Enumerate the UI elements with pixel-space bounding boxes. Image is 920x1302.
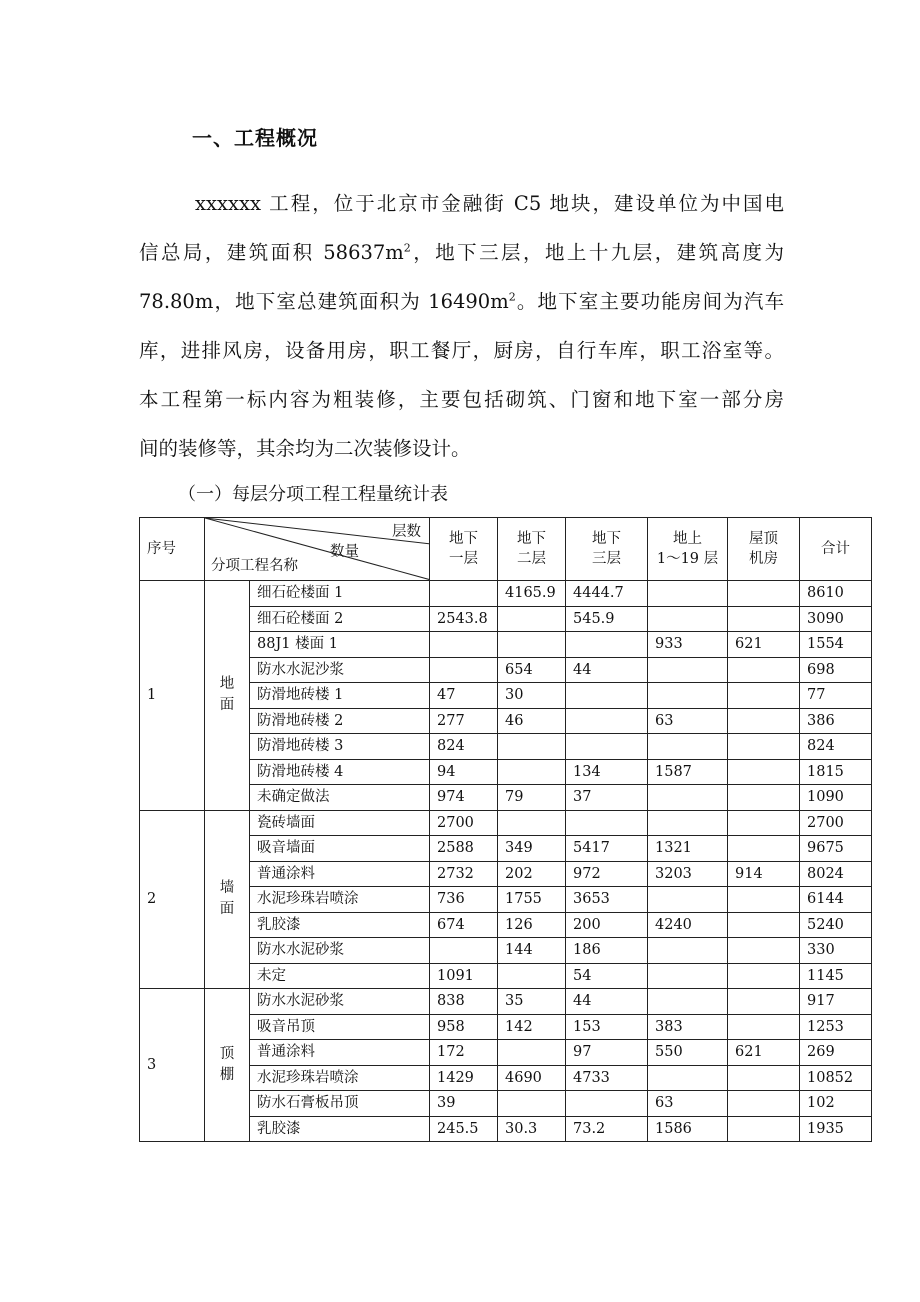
column-header: 屋顶 机房 xyxy=(728,518,800,581)
table-row xyxy=(140,989,872,1015)
header-seq: 序号 xyxy=(140,518,205,581)
quantity-cell: 958 xyxy=(430,1014,498,1040)
column-header: 地下 二层 xyxy=(498,518,566,581)
header-floor-label: 层数 xyxy=(392,524,421,540)
quantity-cell: 10852 xyxy=(800,1065,872,1091)
quantity-cell xyxy=(430,581,498,607)
quantity-table xyxy=(139,517,872,1142)
quantity-cell: 2732 xyxy=(430,861,498,887)
quantity-cell xyxy=(728,759,800,785)
quantity-cell xyxy=(498,734,566,760)
group-category: 墙 面 xyxy=(205,810,250,989)
quantity-cell: 1091 xyxy=(430,963,498,989)
quantity-cell: 144 xyxy=(498,938,566,964)
quantity-cell: 3090 xyxy=(800,606,872,632)
quantity-cell: 914 xyxy=(728,861,800,887)
quantity-cell: 386 xyxy=(800,708,872,734)
quantity-cell xyxy=(728,989,800,1015)
column-header: 地上 1～19 层 xyxy=(648,518,728,581)
quantity-cell: 37 xyxy=(566,785,648,811)
quantity-cell: 202 xyxy=(498,861,566,887)
paragraph-text: 信总局，建筑面积 58637m xyxy=(139,241,404,264)
table-header-row xyxy=(140,518,872,581)
quantity-cell: 1253 xyxy=(800,1014,872,1040)
quantity-cell: 63 xyxy=(648,708,728,734)
quantity-cell xyxy=(430,938,498,964)
quantity-cell xyxy=(430,657,498,683)
group-seq: 1 xyxy=(140,581,205,811)
quantity-cell: 1755 xyxy=(498,887,566,913)
item-name-cell: 防水水泥砂浆 xyxy=(250,989,430,1015)
quantity-cell xyxy=(498,1040,566,1066)
quantity-cell xyxy=(728,836,800,862)
quantity-cell: 8024 xyxy=(800,861,872,887)
quantity-cell: 79 xyxy=(498,785,566,811)
quantity-cell: 8610 xyxy=(800,581,872,607)
quantity-cell: 933 xyxy=(648,632,728,658)
quantity-cell: 1321 xyxy=(648,836,728,862)
quantity-cell xyxy=(728,810,800,836)
quantity-cell: 63 xyxy=(648,1091,728,1117)
table-row xyxy=(140,657,872,683)
item-name-cell: 乳胶漆 xyxy=(250,912,430,938)
quantity-cell: 54 xyxy=(566,963,648,989)
group-seq: 2 xyxy=(140,810,205,989)
table-row xyxy=(140,581,872,607)
quantity-cell xyxy=(648,963,728,989)
quantity-cell xyxy=(566,734,648,760)
quantity-cell xyxy=(498,1091,566,1117)
quantity-cell: 1554 xyxy=(800,632,872,658)
quantity-cell xyxy=(648,938,728,964)
quantity-cell: 1429 xyxy=(430,1065,498,1091)
item-name-cell: 未确定做法 xyxy=(250,785,430,811)
table-row xyxy=(140,861,872,887)
quantity-cell: 134 xyxy=(566,759,648,785)
quantity-cell xyxy=(728,683,800,709)
quantity-cell: 30 xyxy=(498,683,566,709)
quantity-cell: 142 xyxy=(498,1014,566,1040)
table-row xyxy=(140,759,872,785)
quantity-cell: 97 xyxy=(566,1040,648,1066)
quantity-cell: 153 xyxy=(566,1014,648,1040)
superscript: 2 xyxy=(508,290,516,304)
quantity-cell xyxy=(648,657,728,683)
table-row xyxy=(140,963,872,989)
quantity-cell xyxy=(566,683,648,709)
quantity-cell: 44 xyxy=(566,989,648,1015)
item-name-cell: 防水水泥沙浆 xyxy=(250,657,430,683)
quantity-cell xyxy=(728,1065,800,1091)
quantity-cell: 3203 xyxy=(648,861,728,887)
item-name-cell: 瓷砖墙面 xyxy=(250,810,430,836)
paragraph-line xyxy=(139,235,784,284)
quantity-cell xyxy=(648,810,728,836)
quantity-cell: 77 xyxy=(800,683,872,709)
item-name-cell: 防滑地砖楼 4 xyxy=(250,759,430,785)
table-row xyxy=(140,1091,872,1117)
quantity-cell xyxy=(498,810,566,836)
quantity-cell: 1090 xyxy=(800,785,872,811)
quantity-cell xyxy=(430,632,498,658)
quantity-cell xyxy=(728,606,800,632)
quantity-cell xyxy=(648,734,728,760)
quantity-cell: 39 xyxy=(430,1091,498,1117)
group-category: 顶 棚 xyxy=(205,989,250,1142)
quantity-cell: 6144 xyxy=(800,887,872,913)
quantity-cell: 545.9 xyxy=(566,606,648,632)
item-name-cell: 细石砼楼面 2 xyxy=(250,606,430,632)
item-name-cell: 细石砼楼面 1 xyxy=(250,581,430,607)
table-row xyxy=(140,912,872,938)
item-name-cell: 未定 xyxy=(250,963,430,989)
quantity-cell xyxy=(498,759,566,785)
group-seq: 3 xyxy=(140,989,205,1142)
quantity-cell: 5417 xyxy=(566,836,648,862)
quantity-cell: 47 xyxy=(430,683,498,709)
quantity-cell xyxy=(566,1091,648,1117)
table-row xyxy=(140,683,872,709)
quantity-cell xyxy=(728,657,800,683)
quantity-cell xyxy=(728,785,800,811)
quantity-cell: 2700 xyxy=(800,810,872,836)
item-name-cell: 防滑地砖楼 2 xyxy=(250,708,430,734)
quantity-cell xyxy=(728,938,800,964)
paragraph-text: 78.80m，地下室总建筑面积为 16490m xyxy=(139,290,509,313)
paragraph-line: xxxxxx 工程，位于北京市金融街 C5 地块，建设单位为中国电 xyxy=(195,192,784,215)
group-category: 地 面 xyxy=(205,581,250,811)
quantity-cell: 1815 xyxy=(800,759,872,785)
quantity-cell xyxy=(498,606,566,632)
quantity-cell: 974 xyxy=(430,785,498,811)
table-row xyxy=(140,632,872,658)
diagonal-header xyxy=(205,518,430,581)
quantity-cell xyxy=(498,632,566,658)
column-header: 地下 三层 xyxy=(566,518,648,581)
quantity-cell: 186 xyxy=(566,938,648,964)
quantity-cell xyxy=(648,989,728,1015)
quantity-cell: 838 xyxy=(430,989,498,1015)
table-row xyxy=(140,785,872,811)
item-name-cell: 防水水泥砂浆 xyxy=(250,938,430,964)
item-name-cell: 普通涂料 xyxy=(250,1040,430,1066)
quantity-cell: 35 xyxy=(498,989,566,1015)
quantity-cell xyxy=(728,734,800,760)
quantity-cell: 2543.8 xyxy=(430,606,498,632)
quantity-cell: 4690 xyxy=(498,1065,566,1091)
quantity-cell: 621 xyxy=(728,632,800,658)
quantity-cell: 736 xyxy=(430,887,498,913)
quantity-cell: 126 xyxy=(498,912,566,938)
item-name-cell: 防滑地砖楼 1 xyxy=(250,683,430,709)
table-row xyxy=(140,1014,872,1040)
quantity-cell: 172 xyxy=(430,1040,498,1066)
quantity-cell xyxy=(648,683,728,709)
quantity-cell xyxy=(648,1065,728,1091)
quantity-cell: 102 xyxy=(800,1091,872,1117)
table-row xyxy=(140,836,872,862)
item-name-cell: 88J1 楼面 1 xyxy=(250,632,430,658)
quantity-cell xyxy=(648,887,728,913)
quantity-cell: 200 xyxy=(566,912,648,938)
table-row xyxy=(140,887,872,913)
quantity-cell xyxy=(728,912,800,938)
quantity-cell xyxy=(566,632,648,658)
item-name-cell: 乳胶漆 xyxy=(250,1116,430,1142)
quantity-cell: 94 xyxy=(430,759,498,785)
column-header: 地下 一层 xyxy=(430,518,498,581)
quantity-cell: 621 xyxy=(728,1040,800,1066)
quantity-cell xyxy=(728,1091,800,1117)
quantity-cell: 698 xyxy=(800,657,872,683)
quantity-cell xyxy=(566,810,648,836)
quantity-cell xyxy=(498,963,566,989)
paragraph-line xyxy=(139,284,784,333)
quantity-cell: 654 xyxy=(498,657,566,683)
quantity-cell: 4240 xyxy=(648,912,728,938)
quantity-cell: 9675 xyxy=(800,836,872,862)
quantity-cell: 1586 xyxy=(648,1116,728,1142)
item-name-cell: 水泥珍珠岩喷涂 xyxy=(250,1065,430,1091)
paragraph-line: 间的装修等，其余均为二次装修设计。 xyxy=(139,437,471,460)
quantity-cell: 349 xyxy=(498,836,566,862)
header-item-label: 分项工程名称 xyxy=(211,558,298,574)
quantity-cell: 245.5 xyxy=(430,1116,498,1142)
section-heading: 一、工程概况 xyxy=(192,126,318,150)
item-name-cell: 防水石膏板吊顶 xyxy=(250,1091,430,1117)
quantity-cell: 4444.7 xyxy=(566,581,648,607)
quantity-cell xyxy=(566,708,648,734)
quantity-cell xyxy=(728,963,800,989)
table-row xyxy=(140,708,872,734)
quantity-cell: 5240 xyxy=(800,912,872,938)
quantity-cell: 4165.9 xyxy=(498,581,566,607)
superscript: 2 xyxy=(403,241,411,255)
quantity-cell xyxy=(648,606,728,632)
quantity-cell: 269 xyxy=(800,1040,872,1066)
item-name-cell: 普通涂料 xyxy=(250,861,430,887)
quantity-cell xyxy=(728,581,800,607)
paragraph-line: 库，进排风房，设备用房，职工餐厅，厨房，自行车库，职工浴室等。 xyxy=(139,339,784,362)
quantity-cell: 46 xyxy=(498,708,566,734)
item-name-cell: 吸音墙面 xyxy=(250,836,430,862)
quantity-cell: 277 xyxy=(430,708,498,734)
paragraph-text: 。地下室主要功能房间为汽车 xyxy=(515,290,784,313)
quantity-cell xyxy=(728,708,800,734)
paragraph-line: 本工程第一标内容为粗装修，主要包括砌筑、门窗和地下室一部分房 xyxy=(139,388,784,411)
quantity-cell xyxy=(728,1014,800,1040)
quantity-cell: 330 xyxy=(800,938,872,964)
table-row xyxy=(140,734,872,760)
quantity-cell: 824 xyxy=(800,734,872,760)
table-row xyxy=(140,1116,872,1142)
quantity-cell: 73.2 xyxy=(566,1116,648,1142)
quantity-cell: 550 xyxy=(648,1040,728,1066)
quantity-cell: 3653 xyxy=(566,887,648,913)
table-caption: （一）每层分项工程工程量统计表 xyxy=(178,484,448,505)
quantity-cell: 30.3 xyxy=(498,1116,566,1142)
quantity-cell xyxy=(728,1116,800,1142)
overview-paragraph xyxy=(139,186,784,480)
table-row xyxy=(140,606,872,632)
quantity-cell: 4733 xyxy=(566,1065,648,1091)
quantity-cell: 2700 xyxy=(430,810,498,836)
quantity-cell xyxy=(728,887,800,913)
item-name-cell: 吸音吊顶 xyxy=(250,1014,430,1040)
quantity-cell: 824 xyxy=(430,734,498,760)
quantity-cell: 1935 xyxy=(800,1116,872,1142)
quantity-cell xyxy=(648,785,728,811)
header-quantity-label: 数量 xyxy=(330,544,359,560)
table-row xyxy=(140,810,872,836)
quantity-cell: 383 xyxy=(648,1014,728,1040)
quantity-cell: 1587 xyxy=(648,759,728,785)
column-header: 合计 xyxy=(800,518,872,581)
item-name-cell: 水泥珍珠岩喷涂 xyxy=(250,887,430,913)
item-name-cell: 防滑地砖楼 3 xyxy=(250,734,430,760)
paragraph-text: ，地下三层，地上十九层，建筑高度为 xyxy=(410,241,784,264)
table-row xyxy=(140,1065,872,1091)
quantity-cell xyxy=(648,581,728,607)
quantity-cell: 917 xyxy=(800,989,872,1015)
quantity-cell: 674 xyxy=(430,912,498,938)
table-row xyxy=(140,938,872,964)
quantity-cell: 2588 xyxy=(430,836,498,862)
table-row xyxy=(140,1040,872,1066)
quantity-cell: 1145 xyxy=(800,963,872,989)
quantity-cell: 972 xyxy=(566,861,648,887)
quantity-cell: 44 xyxy=(566,657,648,683)
